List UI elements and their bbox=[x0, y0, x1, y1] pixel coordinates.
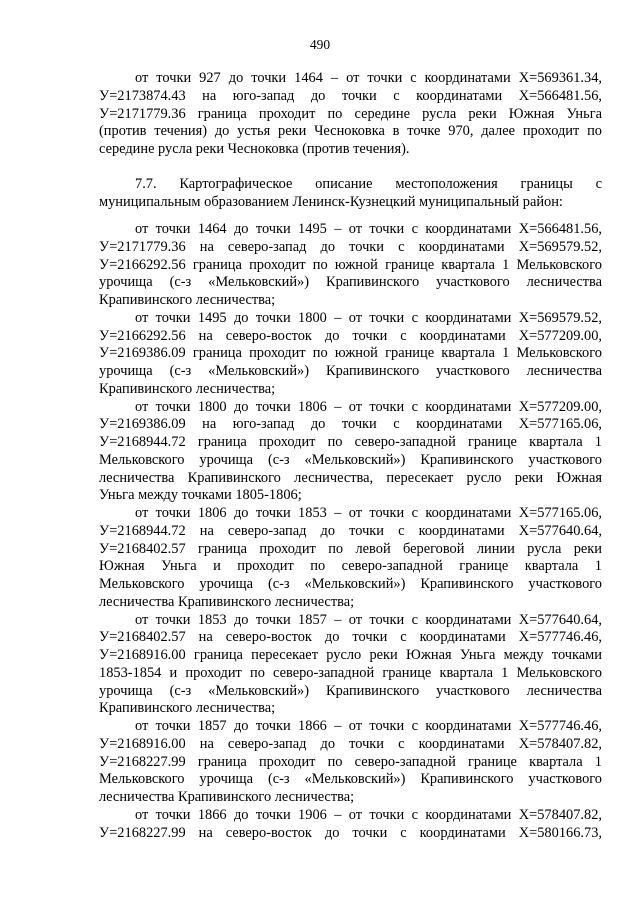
boundary-item-line: У=2168227.99 граница проходит по северо-западной границе квартала 1 bbox=[99, 753, 602, 770]
boundary-item-line: У=2166292.56 на северо-восток до точки с координатами Х=577209.00, bbox=[99, 327, 602, 344]
boundary-item bbox=[99, 612, 602, 719]
boundary-item-line: У=2168944.72 граница проходит по северо-западной границе квартала 1 bbox=[99, 434, 602, 450]
boundary-item bbox=[99, 221, 602, 310]
boundary-item-line: от точки 1853 до точки 1857 – от точки с координатами Х=577640.64, bbox=[135, 611, 602, 628]
heading-line: муниципальным образованием Ленинск-Кузнецкий муниципальный район: bbox=[99, 193, 563, 210]
heading-line: 7.7. Картографическое описание местоположения границы с bbox=[135, 176, 602, 192]
boundary-item-line: лесничества Крапивинского лесничества; bbox=[99, 789, 355, 805]
boundary-item-line: лесничества Крапивинского лесничества, пересекает русло реки Южная bbox=[99, 469, 602, 486]
boundary-item bbox=[99, 807, 602, 843]
boundary-item-line: У=2169386.09 граница проходит по южной границе квартала 1 Мельковского bbox=[99, 345, 602, 362]
boundary-item-line: У=2168916.00 на северо-запад до точки с координатами Х=578407.82, bbox=[99, 735, 602, 752]
boundary-item-line: Крапивинского лесничества; bbox=[99, 292, 276, 308]
boundary-item-line: Мельковского урочища (с-з «Мельковский») Крапивинского участкового bbox=[99, 576, 602, 592]
boundary-item-line: Крапивинского лесничества; bbox=[99, 700, 276, 717]
boundary-item-line: Уньга между точками 1805-1806; bbox=[99, 487, 302, 504]
boundary-item-line: Южная Уньга и проходит по северо-западной границе квартала 1 bbox=[99, 558, 602, 575]
page-number: 490 bbox=[309, 37, 331, 52]
boundary-item-line: У=2171779.36 на северо-запад до точки с координатами Х=569579.52, bbox=[99, 238, 602, 255]
intro-line: середине русла реки Чесноковка (против течения). bbox=[99, 141, 410, 157]
section-heading bbox=[99, 176, 602, 212]
boundary-item-line: У=2168402.57 на северо-восток до точки с координатами Х=577746.46, bbox=[99, 629, 602, 646]
boundary-item-line: Мельковского урочища (с-з «Мельковский») Крапивинского участкового bbox=[99, 771, 602, 788]
boundary-item-line: 1853-1854 и проходит по северо-западной границе квартала 1 Мельковского bbox=[99, 664, 602, 681]
boundary-item bbox=[99, 310, 602, 399]
boundary-item bbox=[99, 399, 602, 506]
boundary-item-line: от точки 1495 до точки 1800 – от точки с координатами Х=569579.52, bbox=[135, 309, 602, 326]
boundary-item-line: У=2166292.56 граница проходит по южной границе квартала 1 Мельковского bbox=[99, 256, 602, 273]
intro-line: У=2173874.43 на юго-запад до точки с координатами Х=566481.56, bbox=[99, 87, 602, 104]
boundary-item-line: от точки 1800 до точки 1806 – от точки с координатами Х=577209.00, bbox=[135, 398, 602, 415]
boundary-item-line: урочища (с-з «Мельковский») Крапивинского участкового лесничества bbox=[99, 363, 602, 379]
intro-line: У=2171779.36 граница проходит по середине русла реки Южная Уньга bbox=[99, 105, 602, 122]
boundary-item-line: У=2169386.09 на юго-запад до точки с координатами Х=577165.06, bbox=[99, 416, 602, 433]
boundary-item-line: У=2168402.57 граница проходит по левой береговой линии русла реки bbox=[99, 540, 602, 557]
boundary-item-line: урочища (с-з «Мельковский») Крапивинского участкового лесничества bbox=[99, 682, 602, 699]
boundary-item-line: У=2168944.72 на северо-запад до точки с координатами Х=577640.64, bbox=[99, 522, 602, 539]
intro-paragraph bbox=[99, 70, 602, 159]
boundary-item-line: У=2168227.99 на северо-восток до точки с координатами Х=580166.73, bbox=[99, 824, 602, 841]
boundary-item-line: Крапивинского лесничества; bbox=[99, 380, 276, 397]
boundary-item bbox=[99, 505, 602, 612]
boundary-item-line: Мельковского урочища (с-з «Мельковский») Крапивинского участкового bbox=[99, 451, 602, 468]
boundary-item-line: от точки 1464 до точки 1495 – от точки с координатами Х=566481.56, bbox=[135, 221, 602, 237]
intro-line: (против течения) до устья реки Чесноковка в точке 970, далее проходит по bbox=[99, 123, 602, 140]
boundary-item-line: лесничества Крапивинского лесничества; bbox=[99, 593, 355, 610]
intro-line: от точки 927 до точки 1464 – от точки с координатами Х=569361.34, bbox=[135, 70, 602, 86]
boundary-item-line: У=2168916.00 граница пересекает русло реки Южная Уньга между точками bbox=[99, 647, 602, 663]
boundary-item-line: урочища (с-з «Мельковский») Крапивинского участкового лесничества bbox=[99, 274, 602, 291]
boundary-items-list bbox=[99, 221, 602, 842]
boundary-item-line: от точки 1806 до точки 1853 – от точки с координатами Х=577165.06, bbox=[135, 505, 602, 521]
boundary-item bbox=[99, 718, 602, 807]
boundary-item-line: от точки 1857 до точки 1866 – от точки с координатами Х=577746.46, bbox=[135, 718, 602, 734]
boundary-item-line: от точки 1866 до точки 1906 – от точки с координатами Х=578407.82, bbox=[135, 806, 602, 823]
